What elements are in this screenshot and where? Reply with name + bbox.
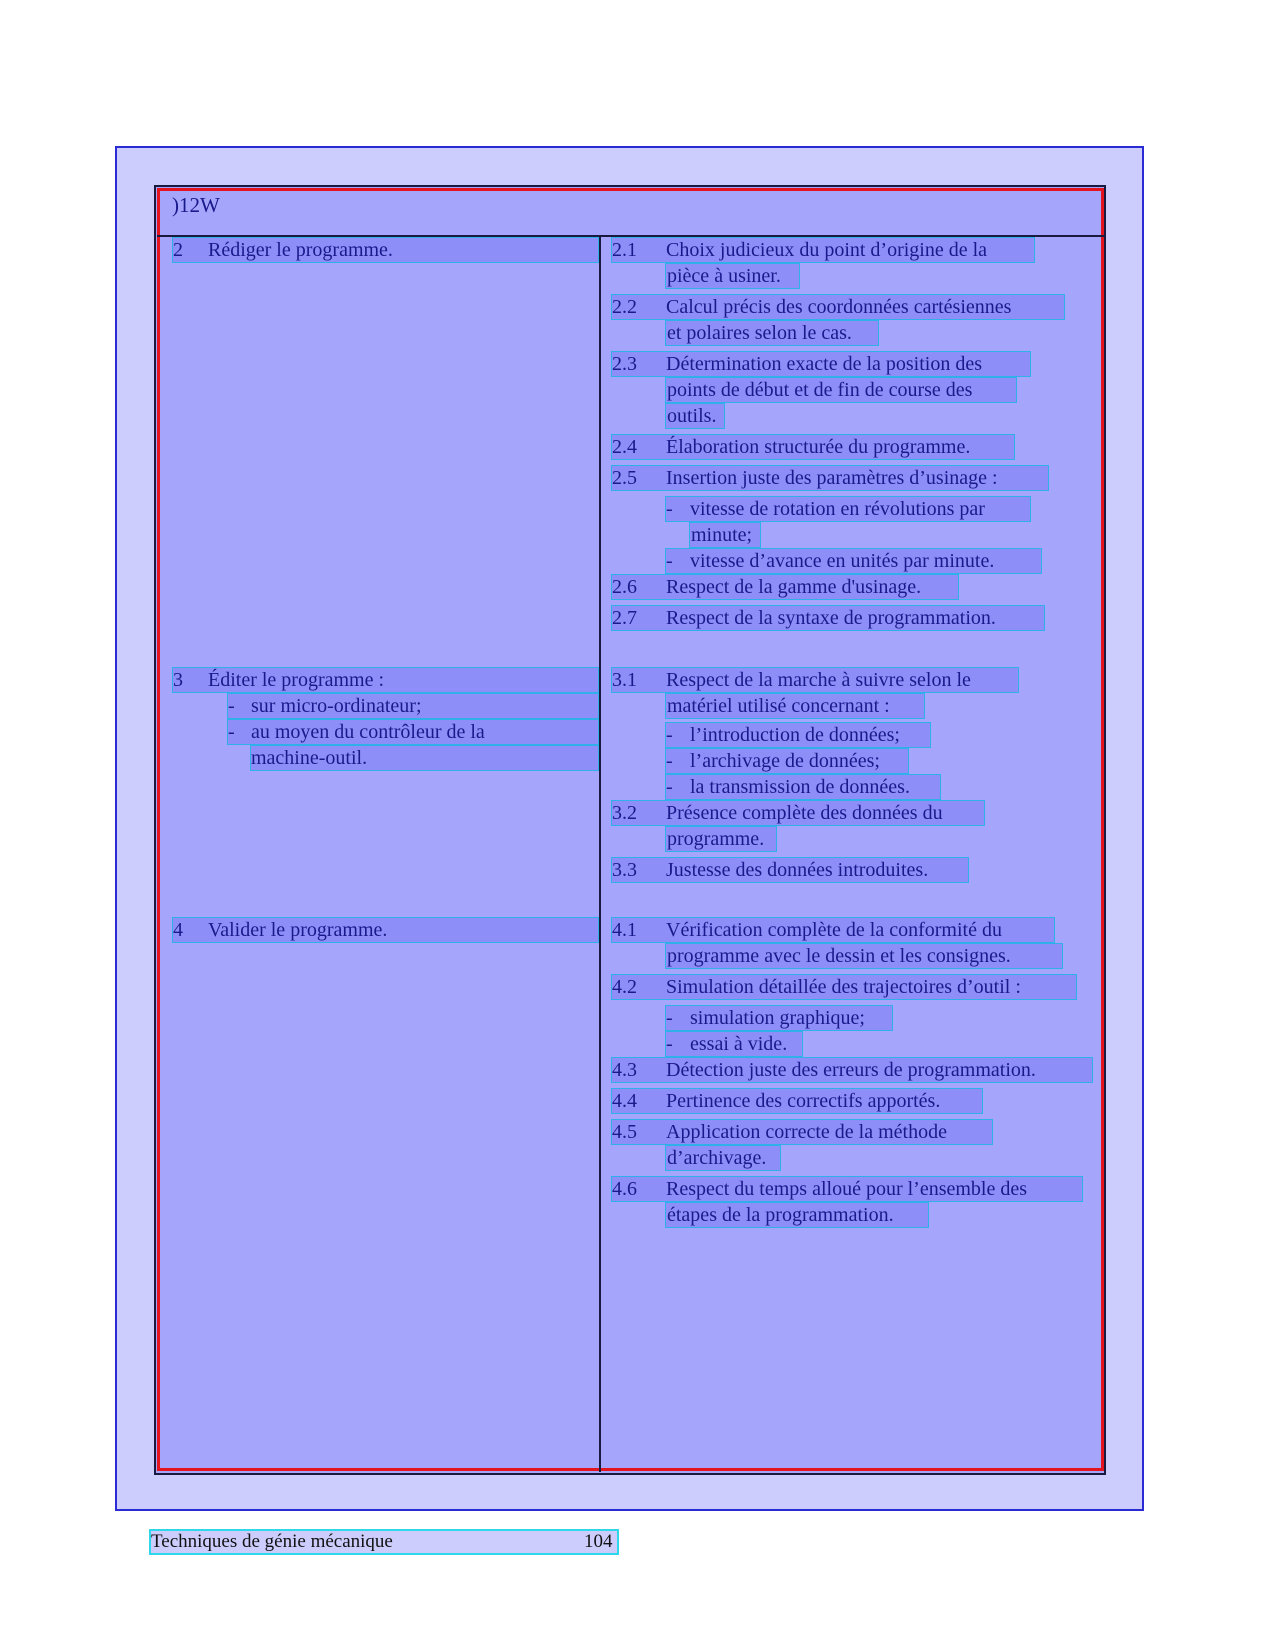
column-divider xyxy=(599,237,601,1472)
criterion-2-5-bullet-cont: minute; xyxy=(690,523,760,547)
criterion-2-5: 2.5 Insertion juste des paramètres d’usinage : xyxy=(612,466,1048,490)
element-4: 4 Valider le programme. xyxy=(173,918,598,942)
criterion-2-3-cont: points de début et de fin de course des xyxy=(666,378,1016,402)
criterion-4-2: 4.2 Simulation détaillée des trajectoires d’outil : xyxy=(612,975,1076,999)
criterion-4-5-cont: d’archivage. xyxy=(666,1146,780,1170)
competency-code: )12W xyxy=(172,193,220,217)
criterion-4-1: 4.1 Vérification complète de la conformité du xyxy=(612,918,1054,942)
criterion-2-6: 2.6 Respect de la gamme d'usinage. xyxy=(612,575,958,599)
header-divider xyxy=(157,235,1104,237)
criterion-3-1-bullet: - l’introduction de données; xyxy=(666,723,930,747)
criterion-3-1-bullet: - la transmission de données. xyxy=(666,775,940,799)
criterion-3-1-cont: matériel utilisé concernant : xyxy=(666,694,924,718)
element-3-item: - au moyen du contrôleur de la xyxy=(228,720,598,744)
page-footer xyxy=(151,1531,617,1553)
criterion-2-3: 2.3 Détermination exacte de la position des xyxy=(612,352,1030,376)
criterion-3-3: 3.3 Justesse des données introduites. xyxy=(612,858,968,882)
criterion-2-3-cont: outils. xyxy=(666,404,724,428)
criterion-4-4: 4.4 Pertinence des correctifs apportés. xyxy=(612,1089,982,1113)
element-3-item-cont: machine-outil. xyxy=(251,746,598,770)
criterion-2-7: 2.7 Respect de la syntaxe de programmation. xyxy=(612,606,1044,630)
element-3-item: - sur micro-ordinateur; xyxy=(228,694,598,718)
element-2: 2 Rédiger le programme. xyxy=(173,238,598,262)
element-3: 3 Éditer le programme : xyxy=(173,668,598,692)
criterion-2-1: 2.1 Choix judicieux du point d’origine de la xyxy=(612,238,1034,262)
criterion-4-5: 4.5 Application correcte de la méthode xyxy=(612,1120,992,1144)
criterion-2-5-bullet: - vitesse de rotation en révolutions par xyxy=(666,497,1030,521)
criterion-4-2-bullet: - simulation graphique; xyxy=(666,1006,892,1030)
criterion-2-1-cont: pièce à usiner. xyxy=(666,264,799,288)
criterion-3-1: 3.1 Respect de la marche à suivre selon le xyxy=(612,668,1018,692)
criterion-4-1-cont: programme avec le dessin et les consignes. xyxy=(666,944,1062,968)
criterion-3-2-cont: programme. xyxy=(666,827,776,851)
criterion-4-6: 4.6 Respect du temps alloué pour l’ensemble des xyxy=(612,1177,1082,1201)
criterion-4-3: 4.3 Détection juste des erreurs de programmation. xyxy=(612,1058,1092,1082)
criterion-2-2: 2.2 Calcul précis des coordonnées cartésiennes xyxy=(612,295,1064,319)
footer-title: Techniques de génie mécanique xyxy=(151,1531,393,1552)
page-number: 104 xyxy=(584,1531,613,1552)
criterion-2-5-bullet: - vitesse d’avance en unités par minute. xyxy=(666,549,1041,573)
criterion-2-4: 2.4 Élaboration structurée du programme. xyxy=(612,435,1014,459)
criterion-3-2: 3.2 Présence complète des données du xyxy=(612,801,984,825)
criterion-2-2-cont: et polaires selon le cas. xyxy=(666,321,878,345)
criterion-3-1-bullet: - l’archivage de données; xyxy=(666,749,908,773)
criterion-4-2-bullet: - essai à vide. xyxy=(666,1032,802,1056)
criterion-4-6-cont: étapes de la programmation. xyxy=(666,1203,928,1227)
